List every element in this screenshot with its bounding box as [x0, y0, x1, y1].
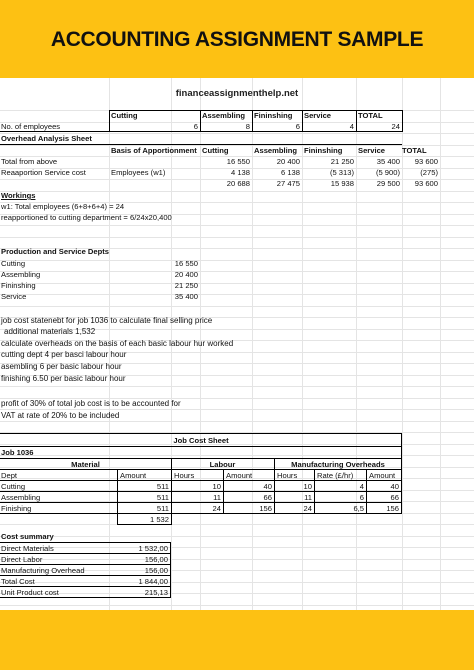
job-number: Job 1036 — [1, 448, 34, 457]
employees-assembling: 8 — [245, 122, 250, 131]
oh-cell: 4 138 — [230, 168, 250, 177]
summary-value: 215,13 — [144, 588, 168, 597]
job-cell: 6 — [359, 493, 364, 502]
dept-header-service: Service — [304, 111, 332, 120]
gridline — [0, 547, 474, 548]
oh-header-cutting: Cutting — [202, 146, 229, 155]
note-line: asembling 6 per basic labour hour — [1, 362, 122, 371]
summary-value: 1 532,00 — [138, 544, 168, 553]
summary-value: 156,00 — [144, 566, 168, 575]
summary-label: Direct Labor — [1, 555, 43, 564]
gridline — [0, 455, 474, 456]
gridline — [0, 260, 474, 261]
gridline — [0, 559, 474, 560]
job-cell: 156 — [259, 504, 272, 513]
group-overheads: Manufacturing Overheads — [291, 460, 385, 469]
dept-header-cutting: Cutting — [111, 111, 138, 120]
gridline — [0, 306, 474, 307]
production-label: Cutting — [1, 259, 26, 268]
job-table-border — [0, 433, 402, 434]
production-title: Production and Service Depts — [1, 247, 110, 256]
summary-border — [170, 542, 171, 598]
overhead-title: Overhead Analysis Sheet — [1, 134, 92, 143]
group-labour: Labour — [209, 460, 236, 469]
production-value: 21 250 — [174, 281, 198, 290]
gridline — [0, 294, 474, 295]
job-cell: 11 — [304, 493, 312, 502]
job-cell: 511 — [156, 504, 169, 513]
summary-title: Cost summary — [1, 532, 54, 541]
summary-label: Total Cost — [1, 577, 35, 586]
summary-label: Direct Materials — [1, 544, 54, 553]
site-url[interactable]: financeassignmenthelp.net — [175, 88, 299, 99]
note-line: finishing 6.50 per basic labour hour — [1, 374, 126, 383]
oh-cell: 35 400 — [376, 157, 400, 166]
gridline — [0, 524, 474, 525]
header-banner — [0, 0, 474, 78]
job-cell: 11 — [213, 493, 221, 502]
note-line: profit of 30% of total job cost is to be accounted for — [1, 399, 181, 408]
job-cell: 10 — [303, 482, 312, 491]
job-cell: 511 — [156, 493, 169, 502]
oh-cell: 27 475 — [276, 179, 300, 188]
job-row-dept: Finishing — [1, 504, 32, 513]
job-cost-title: Job Cost Sheet — [173, 436, 229, 445]
summary-label: Manufacturing Overhead — [1, 566, 85, 575]
summary-label: Unit Product cost — [1, 588, 59, 597]
production-label: Assembling — [1, 270, 41, 279]
spreadsheet — [0, 78, 474, 610]
job-cell: 24 — [303, 504, 312, 513]
group-material: Material — [71, 460, 100, 469]
note-line: VAT at rate of 20% to be included — [1, 411, 120, 420]
oh-header-finishing: Fininshing — [304, 146, 343, 155]
summary-value: 1 844,00 — [138, 577, 168, 586]
sub-header-hours: Hours — [174, 471, 195, 480]
employees-cutting: 6 — [193, 122, 198, 131]
oh-cell: 93 600 — [414, 157, 438, 166]
dept-table-border — [402, 110, 403, 132]
job-cell: 156 — [386, 504, 399, 513]
oh-row-basis: Employees (w1) — [111, 168, 166, 177]
gridline — [0, 271, 474, 272]
oh-cell: 93 600 — [414, 179, 438, 188]
dept-header-assembling: Assembling — [202, 111, 246, 120]
footer-banner — [0, 610, 474, 670]
oh-cell: 21 250 — [330, 157, 354, 166]
gridline — [0, 283, 474, 284]
employees-service: 4 — [349, 122, 354, 131]
dept-header-total: TOTAL — [358, 111, 383, 120]
gridline — [0, 421, 474, 422]
sub-header-hours: Hours — [277, 471, 298, 480]
production-value: 35 400 — [174, 292, 198, 301]
production-value: 16 550 — [174, 259, 198, 268]
oh-header-total: TOTAL — [402, 146, 427, 155]
sub-header-amount: Amount — [226, 471, 253, 480]
job-cell: 40 — [390, 482, 399, 491]
oh-cell: (5 313) — [329, 168, 354, 177]
job-cell: 6,5 — [353, 504, 364, 513]
oh-row-label: Reaaportion Service cost — [1, 168, 86, 177]
job-cell: 4 — [359, 482, 364, 491]
employees-finishing: 6 — [295, 122, 300, 131]
workings-line: w1: Total employees (6+8+6+4) = 24 — [1, 202, 125, 211]
workings-title: Workings — [1, 191, 36, 200]
sub-header-amount: Amount — [369, 471, 396, 480]
gridline — [0, 386, 474, 387]
employees-total: 24 — [391, 122, 400, 131]
job-row-dept: Assembling — [1, 493, 41, 502]
oh-cell: 15 938 — [330, 179, 354, 188]
oh-cell: 6 138 — [280, 168, 300, 177]
job-cell: 24 — [212, 504, 221, 513]
note-line: cutting dept 4 per basci labour hour — [1, 350, 127, 359]
job-table-border — [0, 446, 402, 447]
dept-header-finishing: Fininshing — [254, 111, 293, 120]
basis-header: Basis of Apportionment — [111, 146, 197, 155]
note-line: calculate overheads on the basis of each basic labour hur worked — [1, 339, 234, 348]
job-cell: 66 — [263, 493, 272, 502]
oh-header-assembling: Assembling — [254, 146, 298, 155]
gridline — [0, 225, 474, 226]
summary-border — [0, 597, 171, 598]
oh-cell: 16 550 — [226, 157, 250, 166]
page-title: ACCOUNTING ASSIGNMENT SAMPLE — [50, 28, 424, 51]
job-cell: 10 — [212, 482, 221, 491]
job-table-border — [0, 513, 402, 514]
gridline — [0, 237, 474, 238]
gridline — [0, 593, 474, 594]
note-line: additional materials 1,532 — [4, 327, 96, 336]
employees-label: No. of employees — [1, 122, 61, 131]
job-cell: 40 — [263, 482, 272, 491]
job-cell: 66 — [390, 493, 399, 502]
gridline — [0, 605, 474, 606]
job-cell: 511 — [156, 482, 169, 491]
oh-cell: (275) — [420, 168, 438, 177]
oh-row-label: Total from above — [1, 157, 58, 166]
production-value: 20 400 — [174, 270, 198, 279]
job-row-dept: Cutting — [1, 482, 26, 491]
sub-header-dept: Dept — [1, 471, 18, 480]
oh-cell: 20 688 — [226, 179, 250, 188]
sub-header-amount: Amount — [120, 471, 147, 480]
material-total: 1 532 — [149, 515, 169, 524]
oh-cell: 20 400 — [276, 157, 300, 166]
gridline — [440, 78, 441, 610]
summary-value: 156,00 — [144, 555, 168, 564]
production-label: Service — [1, 292, 27, 301]
note-line: job cost statenebt for job 1036 to calculate final selling price — [1, 316, 213, 325]
gridline — [0, 191, 474, 192]
production-label: Fininshing — [1, 281, 36, 290]
gridline — [0, 536, 474, 537]
workings-line: reapportioned to cutting department = 6/24x20,400 — [1, 213, 172, 222]
oh-header-service: Service — [358, 146, 386, 155]
oh-cell: 29 500 — [376, 179, 400, 188]
gridline — [0, 582, 474, 583]
sub-header-rate: Rate (£/hr) — [317, 471, 354, 480]
oh-cell: (5 900) — [375, 168, 400, 177]
